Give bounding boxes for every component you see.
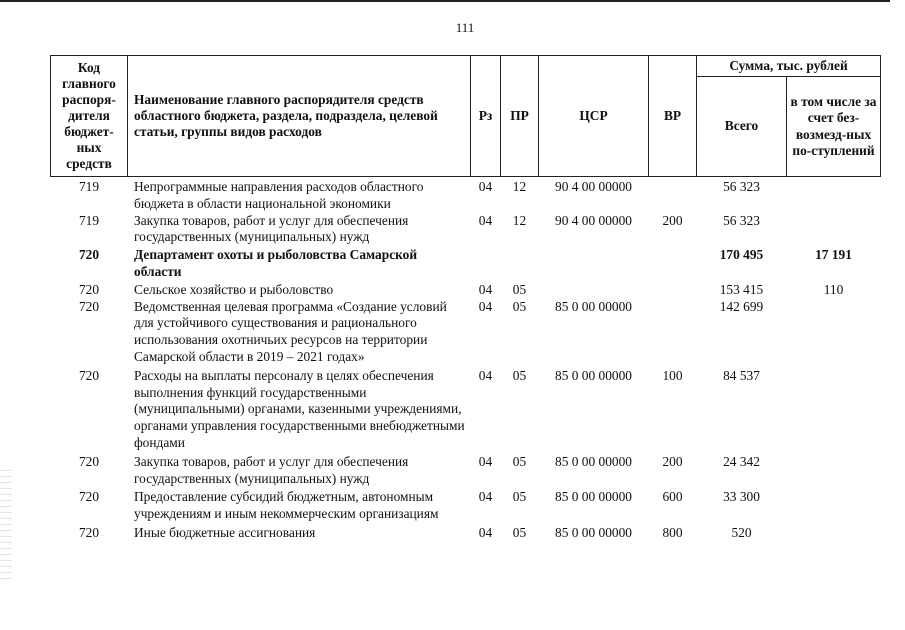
cell-code: 720 (78, 524, 100, 540)
scan-edge-noise (0, 470, 12, 580)
cell-free (787, 523, 881, 542)
cell-pr: 05 (512, 298, 527, 314)
cell-free: 17 191 (815, 247, 852, 263)
cell-code: 719 (78, 179, 100, 194)
cell-name: Закупка товаров, работ и услуг для обеспечения государственных (муниципальных) нужд (134, 212, 409, 245)
cell-free (787, 366, 881, 452)
cell-csr (539, 281, 649, 299)
cell-vr: 100 (662, 367, 683, 383)
cell-csr: 85 0 00 00000 (555, 367, 632, 383)
cell-code: 720 (78, 281, 100, 297)
cell-pr (501, 246, 539, 281)
cell-name: Непрограммные направления расходов областного бюджета в области национальной экономики (134, 179, 424, 211)
cell-name: Иные бюджетные ассигнования (134, 524, 316, 540)
cell-rz: 04 (478, 453, 493, 469)
cell-vr: 200 (662, 212, 683, 228)
cell-vr (649, 177, 697, 213)
cell-free (787, 487, 881, 523)
table-row (51, 213, 881, 247)
cell-csr: 85 0 00 00000 (555, 453, 632, 469)
budget-table (50, 55, 881, 542)
cell-free (787, 213, 881, 247)
cell-total: 24 342 (723, 453, 760, 469)
cell-rz (471, 246, 501, 281)
cell-rz: 04 (478, 524, 493, 540)
cell-rz: 04 (478, 281, 493, 297)
cell-pr: 05 (512, 453, 527, 469)
table-row (51, 299, 881, 366)
cell-total: 170 495 (719, 247, 764, 263)
cell-csr (539, 246, 649, 281)
header-rz: Рз (471, 56, 501, 177)
cell-rz: 04 (478, 298, 493, 314)
table-row (51, 246, 881, 281)
cell-code: 719 (78, 212, 100, 228)
cell-pr: 05 (512, 489, 527, 505)
cell-csr: 85 0 00 00000 (555, 524, 632, 540)
table-row (51, 487, 881, 523)
cell-name: Предоставление субсидий бюджетным, автономным учреждениям и иным некоммерческим организациям (134, 489, 439, 522)
table-row (51, 366, 881, 452)
cell-total: 56 323 (723, 179, 760, 194)
cell-code: 720 (78, 247, 100, 263)
table-row (51, 523, 881, 542)
cell-name: Департамент охоты и рыболовства Самарской области (134, 247, 418, 279)
header-csr: ЦСР (539, 56, 649, 177)
cell-pr: 12 (512, 212, 527, 228)
cell-vr: 600 (662, 489, 683, 505)
cell-total: 56 323 (723, 212, 760, 228)
cell-total: 153 415 (719, 281, 764, 297)
cell-csr: 85 0 00 00000 (555, 298, 632, 314)
header-vr: ВР (649, 56, 697, 177)
cell-total: 520 (731, 524, 752, 540)
cell-code: 720 (78, 453, 100, 469)
cell-csr: 90 4 00 00000 (555, 179, 632, 194)
cell-vr (649, 281, 697, 299)
cell-free (787, 177, 881, 213)
header-code: Код главного распоря-дителя бюджет-ных средств (51, 56, 128, 177)
top-border-rule (0, 0, 890, 2)
cell-vr: 800 (662, 524, 683, 540)
cell-pr: 05 (512, 281, 527, 297)
cell-csr: 85 0 00 00000 (555, 489, 632, 505)
cell-rz: 04 (478, 212, 493, 228)
cell-code: 720 (78, 298, 100, 314)
cell-free (787, 299, 881, 366)
header-sum-group: Сумма, тыс. рублей (697, 56, 881, 77)
header-total: Всего (697, 77, 787, 177)
cell-free (787, 452, 881, 488)
cell-code: 720 (78, 367, 100, 383)
cell-total: 84 537 (723, 367, 760, 383)
cell-vr (649, 246, 697, 281)
table-row (51, 281, 881, 299)
table-row (51, 177, 881, 213)
header-name: Наименование главного распорядителя средств областного бюджета, раздела, подраздела, целевой статьи, группы видов расходов (128, 56, 471, 177)
cell-name: Закупка товаров, работ и услуг для обеспечения государственных (муниципальных) нужд (134, 453, 409, 486)
cell-code: 720 (78, 489, 100, 505)
header-free: в том числе за счет без-возмезд-ных по-ступлений (787, 77, 881, 177)
cell-pr: 12 (512, 179, 527, 194)
cell-free: 110 (823, 281, 844, 297)
table-row (51, 452, 881, 488)
cell-name: Ведомственная целевая программа «Создание условий для устойчивого существования и рационального использования охотничьих ресурсов на территории Самарской области в 2019 – 2021 годах» (134, 298, 447, 364)
page-number: 111 (455, 20, 475, 35)
cell-rz: 04 (478, 489, 493, 505)
header-pr: ПР (501, 56, 539, 177)
cell-pr: 05 (512, 524, 527, 540)
cell-rz: 04 (478, 367, 493, 383)
cell-name: Сельское хозяйство и рыболовство (134, 281, 334, 297)
cell-pr: 05 (512, 367, 527, 383)
cell-vr: 200 (662, 453, 683, 469)
cell-rz: 04 (478, 179, 493, 194)
cell-total: 33 300 (723, 489, 760, 505)
cell-name: Расходы на выплаты персоналу в целях обеспечения выполнения функций государственными (муниципальными) органами, казенными учреждениями, органами управления государственными внебюджетными фондами (134, 367, 465, 450)
cell-total: 142 699 (719, 298, 764, 314)
cell-vr (649, 299, 697, 366)
table-body (51, 177, 881, 542)
cell-csr: 90 4 00 00000 (555, 212, 632, 228)
